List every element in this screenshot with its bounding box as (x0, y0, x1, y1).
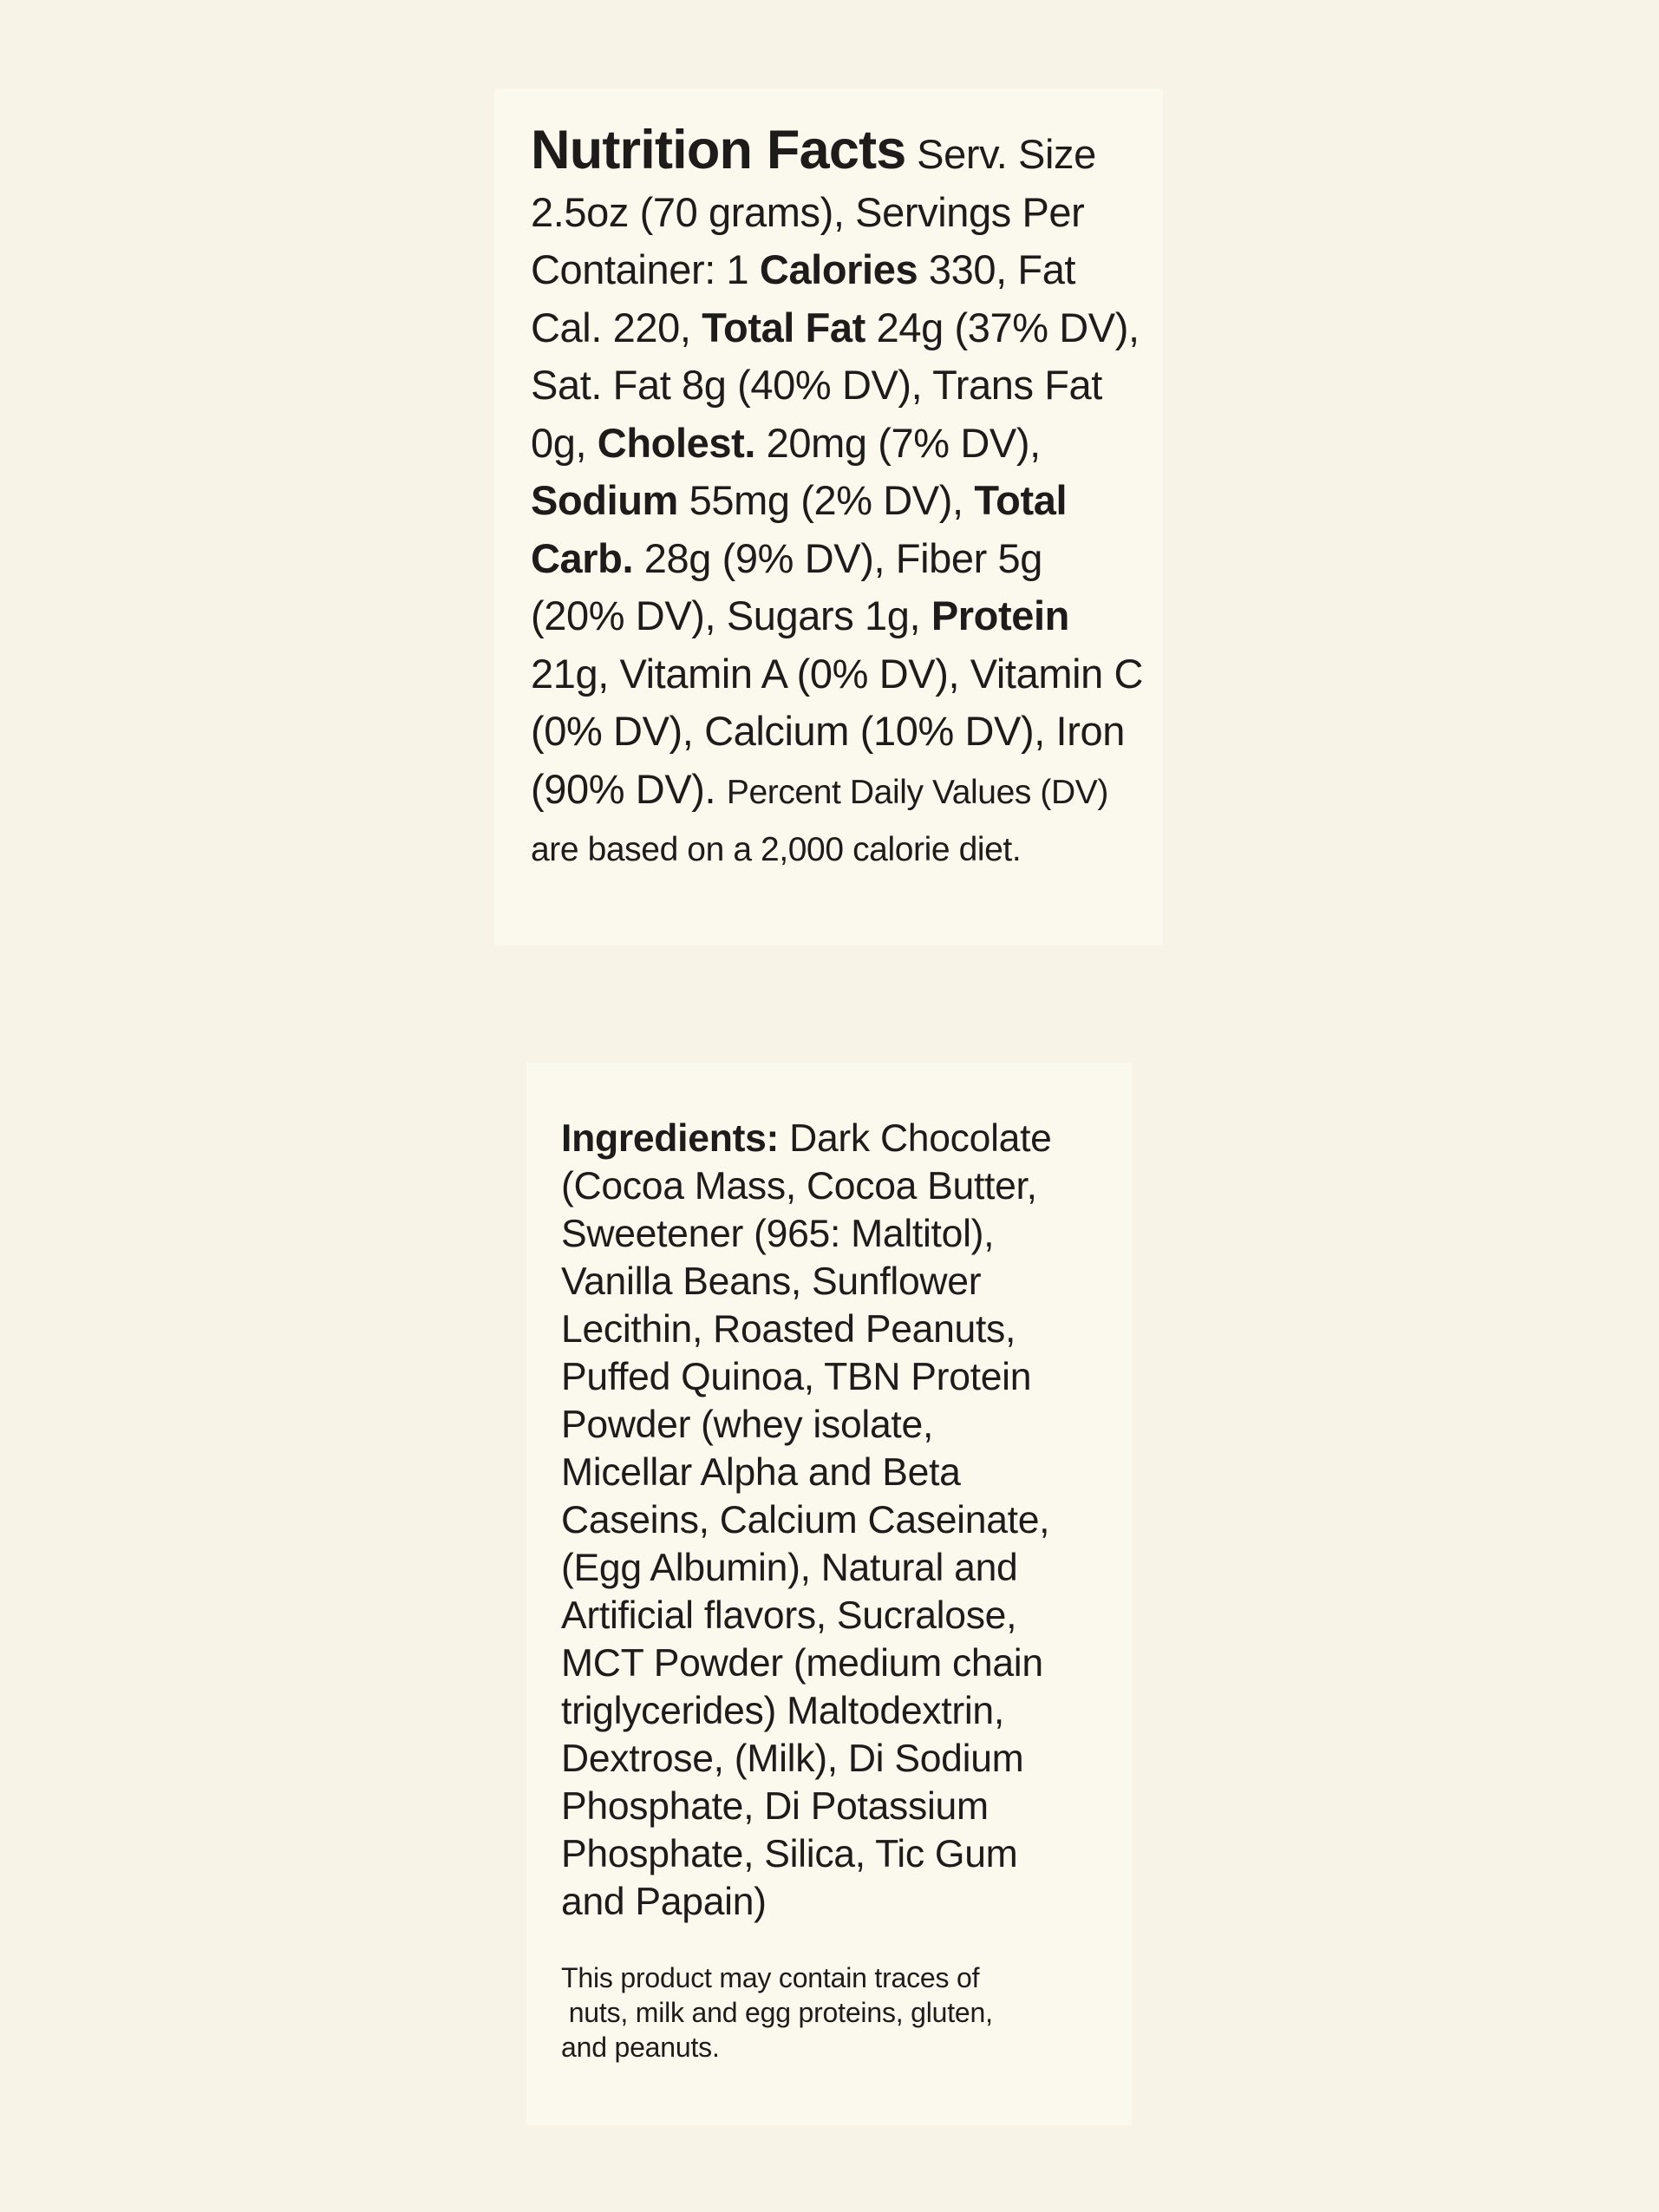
total-fat-label: Total Fat (702, 304, 865, 350)
calories-label: Calories (759, 246, 918, 292)
sodium-label: Sodium (531, 477, 678, 523)
ingredients-text (561, 1115, 1114, 1926)
nutrition-facts-title: Nutrition Facts (531, 120, 906, 180)
daily-value-footnote: Percent Daily Values (DV) are based on a 2,000 calorie diet. (531, 773, 1108, 868)
ingredients-label: Ingredients: (561, 1117, 780, 1160)
allergen-disclaimer: This product may contain traces of nuts, milk and egg proteins, gluten, and peanuts. (561, 1962, 993, 2063)
total-carb-info: 28g (9% DV), Fiber 5g (20% DV), Sugars 1g, (531, 534, 1042, 638)
ingredients-list: Dark Chocolate (Cocoa Mass, Cocoa Butter, Sweetener (965: Maltitol), Vanilla Beans, Sunflower Lecithin, Roasted Peanuts, Puffed Quinoa, TBN Protein Powder (whey isolate, Micellar Alpha and Beta Caseins, Calcium Caseinate, (Egg Albumin), Natural and Artificial flavors, Sucralose, MCT Powder (medium chain triglycerides) Maltodextrin, Dextrose, (Milk), Di Sodium Phosphate, Di Potassium Phosphate, Silica, Tic Gum and Papain) (561, 1117, 1052, 1923)
total-carb-label: Total Carb. (531, 477, 1068, 581)
sodium-info: 55mg (2% DV), (677, 477, 975, 523)
protein-label: Protein (931, 592, 1069, 638)
ingredients-panel (526, 1063, 1132, 2125)
calories-info: 330, Fat Cal. 220, (531, 246, 1076, 350)
total-fat-info: 24g (37% DV), Sat. Fat 8g (40% DV), Trans Fat 0g, (531, 304, 1140, 466)
cholesterol-info: 20mg (7% DV), (755, 419, 1041, 466)
protein-info: 21g, Vitamin A (0% DV), Vitamin C (0% DV), Calcium (10% DV), Iron (90% DV). (531, 650, 1144, 812)
nutrition-facts-panel (494, 88, 1163, 946)
nutrition-facts-text (531, 121, 1146, 876)
serving-info: Serv. Size 2.5oz (70 grams), Servings Per Container: 1 (531, 131, 1096, 292)
cholesterol-label: Cholest. (597, 419, 756, 466)
